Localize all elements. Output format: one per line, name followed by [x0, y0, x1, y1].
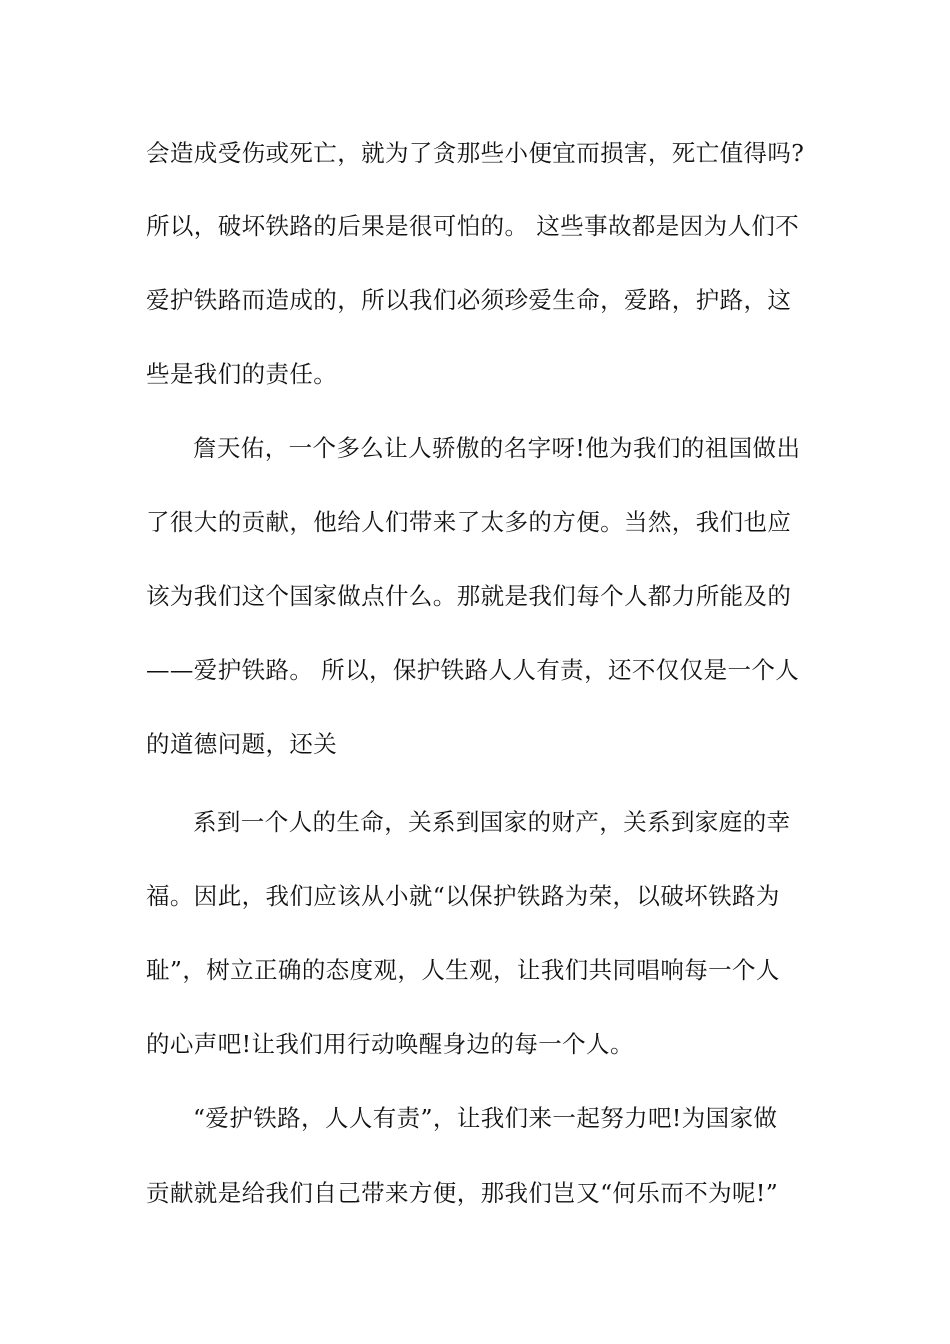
text-line: 些是我们的责任。: [146, 360, 338, 388]
text-line: 福。因此，我们应该从小就“以保护铁路为荣，以破坏铁路为: [146, 882, 780, 910]
text-line: 所以，破坏铁路的后果是很可怕的。 这些事故都是因为人们不: [146, 212, 800, 240]
text-line: 爱护铁路而造成的，所以我们必须珍爱生命，爱路，护路，这: [146, 286, 792, 314]
paragraph-start-line: “爱护铁路，人人有责”，让我们来一起努力吧!为国家做: [193, 1104, 778, 1132]
text-line: 该为我们这个国家做点什么。那就是我们每个人都力所能及的: [146, 582, 792, 610]
paragraph-start-line: 詹天佑，一个多么让人骄傲的名字呀!他为我们的祖国做出: [193, 434, 801, 462]
text-line: 的心声吧!让我们用行动唤醒身边的每一个人。: [146, 1030, 634, 1058]
text-line: ——爱护铁路。 所以，保护铁路人人有责，还不仅仅是一个人: [146, 656, 800, 684]
paragraph-start-line: 系到一个人的生命，关系到国家的财产，关系到家庭的幸: [193, 808, 791, 836]
text-line: 的道德问题，还关: [146, 730, 338, 758]
text-line: 耻”，树立正确的态度观，人生观，让我们共同唱响每一个人: [146, 956, 780, 984]
text-line: 会造成受伤或死亡，就为了贪那些小便宜而损害，死亡值得吗?: [146, 139, 805, 167]
text-line: 了很大的贡献，他给人们带来了太多的方便。当然，我们也应: [146, 508, 792, 536]
text-line: 贡献就是给我们自己带来方便，那我们岂又“何乐而不为呢!”: [146, 1179, 779, 1207]
